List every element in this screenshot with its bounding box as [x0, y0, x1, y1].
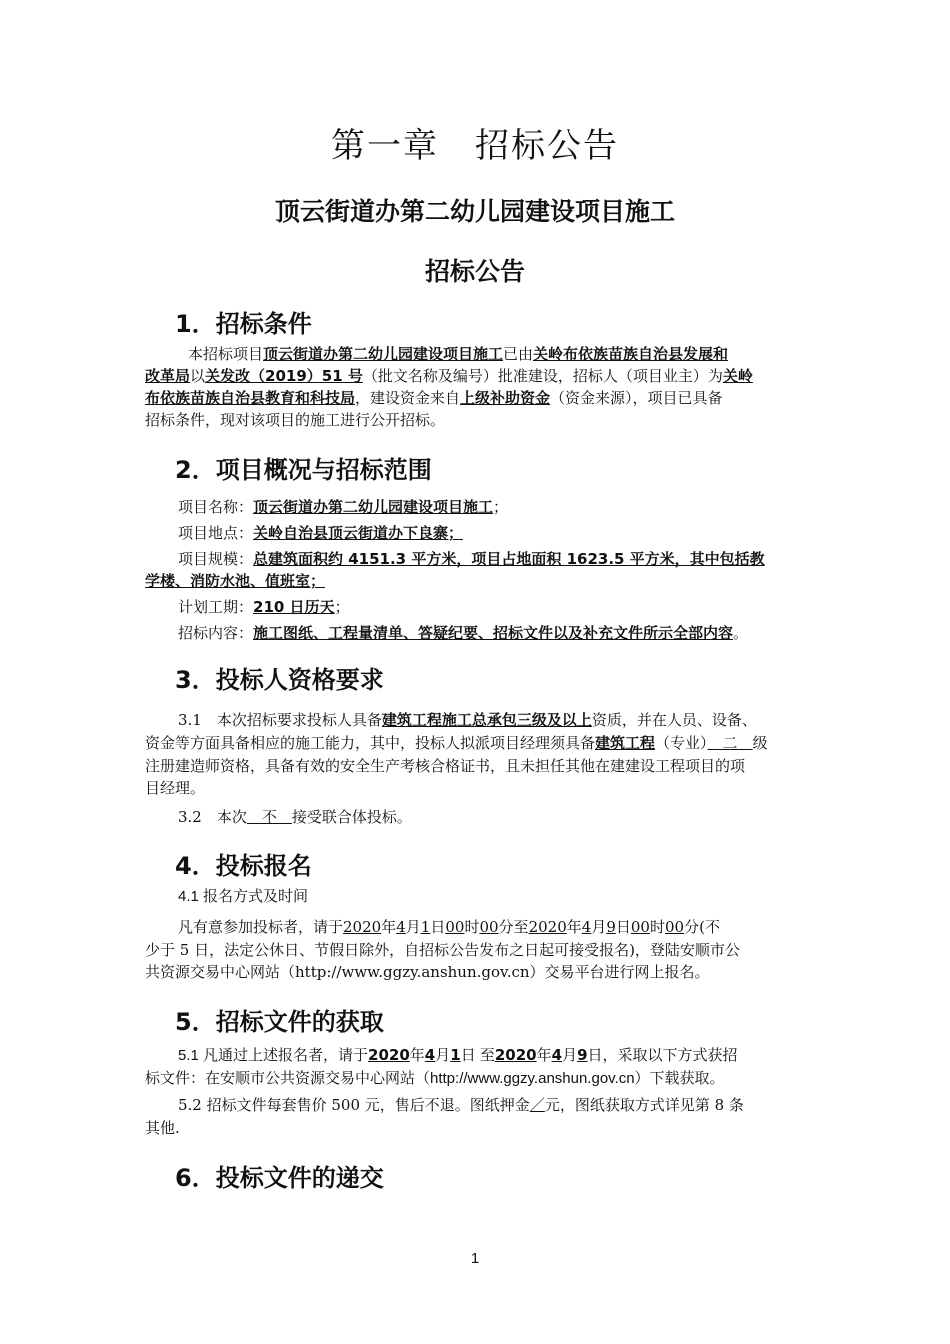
section-4-line-1: 凡有意参加投标者，请于2020年4月1日00时00分至2020年4月9日00时00分(不 — [178, 918, 720, 936]
section-4-line-2: 少于 5 日，法定公休日、节假日除外，自招标公告发布之日起可接受报名)，登陆安顺市公 — [145, 941, 740, 959]
section-4-line-3: 共资源交易中心网站（http://www.ggzy.anshun.gov.cn）交易平台进行网上报名。 — [145, 963, 710, 981]
project-title: 顶云街道办第二幼儿园建设项目施工 — [274, 197, 675, 226]
section-3-line-3: 注册建造师资格，具备有效的安全生产考核合格证书，且未担任其他在建建设工程项目的项 — [145, 757, 746, 775]
section-4-subheading: 4.1 报名方式及时间 — [178, 888, 309, 905]
section-5-line-1: 5.1 凡通过上述报名者，请于2020年4月1日 至2020年4月9日，采取以下方式获招 — [178, 1046, 738, 1064]
section-3-line-4: 目经理。 — [145, 779, 206, 797]
project-content-row: 招标内容：施工图纸、工程量清单、答疑纪要、招标文件以及补充文件所示全部内容。 — [178, 624, 749, 642]
section-1-line-1: 本招标项目顶云街道办第二幼儿园建设项目施工已由关岭布依族苗族自治县发展和 — [188, 345, 729, 363]
chapter-title: 第一章 招标公告 — [331, 126, 619, 166]
section-3-heading: 3．投标人资格要求 — [175, 666, 384, 694]
section-2-heading: 2．项目概况与招标范围 — [175, 456, 432, 484]
project-scale-row-cont: 学楼、消防水池、值班室； — [145, 572, 326, 590]
section-5-line-3: 5.2 招标文件每套售价 500 元，售后不退。图纸押金／元，图纸获取方式详见第 8 条 — [178, 1096, 744, 1114]
section-4-heading: 4．投标报名 — [175, 852, 312, 880]
section-3-line-1: 3.1 本次招标要求投标人具备建筑工程施工总承包三级及以上资质，并在人员、设备、 — [178, 711, 757, 729]
section-5-heading: 5．招标文件的获取 — [175, 1008, 384, 1036]
project-name-row: 项目名称：顶云街道办第二幼儿园建设项目施工； — [178, 498, 509, 516]
project-location-row: 项目地点：关岭自治县顶云街道办下良寨； — [178, 524, 464, 542]
section-6-heading: 6．投标文件的递交 — [175, 1164, 384, 1192]
section-5-line-2: 标文件：在安顺市公共资源交易中心网站（http://www.ggzy.anshun.gov.cn）下载获取。 — [145, 1070, 725, 1087]
section-5-line-4: 其他. — [145, 1119, 180, 1137]
notice-title: 招标公告 — [424, 257, 525, 286]
section-3-line-5: 3.2 本次 不 接受联合体投标。 — [178, 808, 412, 826]
section-1-line-3: 布依族苗族自治县教育和科技局，建设资金来自上级补助资金（资金来源），项目已具备 — [145, 389, 723, 407]
section-1-line-2: 改革局以关发改（2019）51 号（批文名称及编号）批准建设，招标人（项目业主）为关岭 — [145, 367, 753, 385]
page-number: 1 — [470, 1250, 480, 1267]
project-scale-row: 项目规模：总建筑面积约 4151.3 平方米，项目占地面积 1623.5 平方米，其中包括教 — [178, 550, 765, 568]
section-1-line-4: 招标条件，现对该项目的施工进行公开招标。 — [145, 411, 446, 429]
section-1-heading: 1．招标条件 — [175, 310, 312, 338]
section-3-line-2: 资金等方面具备相应的施工能力，其中，投标人拟派项目经理须具备建筑工程（专业） 二 级 — [145, 734, 768, 752]
project-period-row: 计划工期：210 日历天； — [178, 598, 350, 616]
